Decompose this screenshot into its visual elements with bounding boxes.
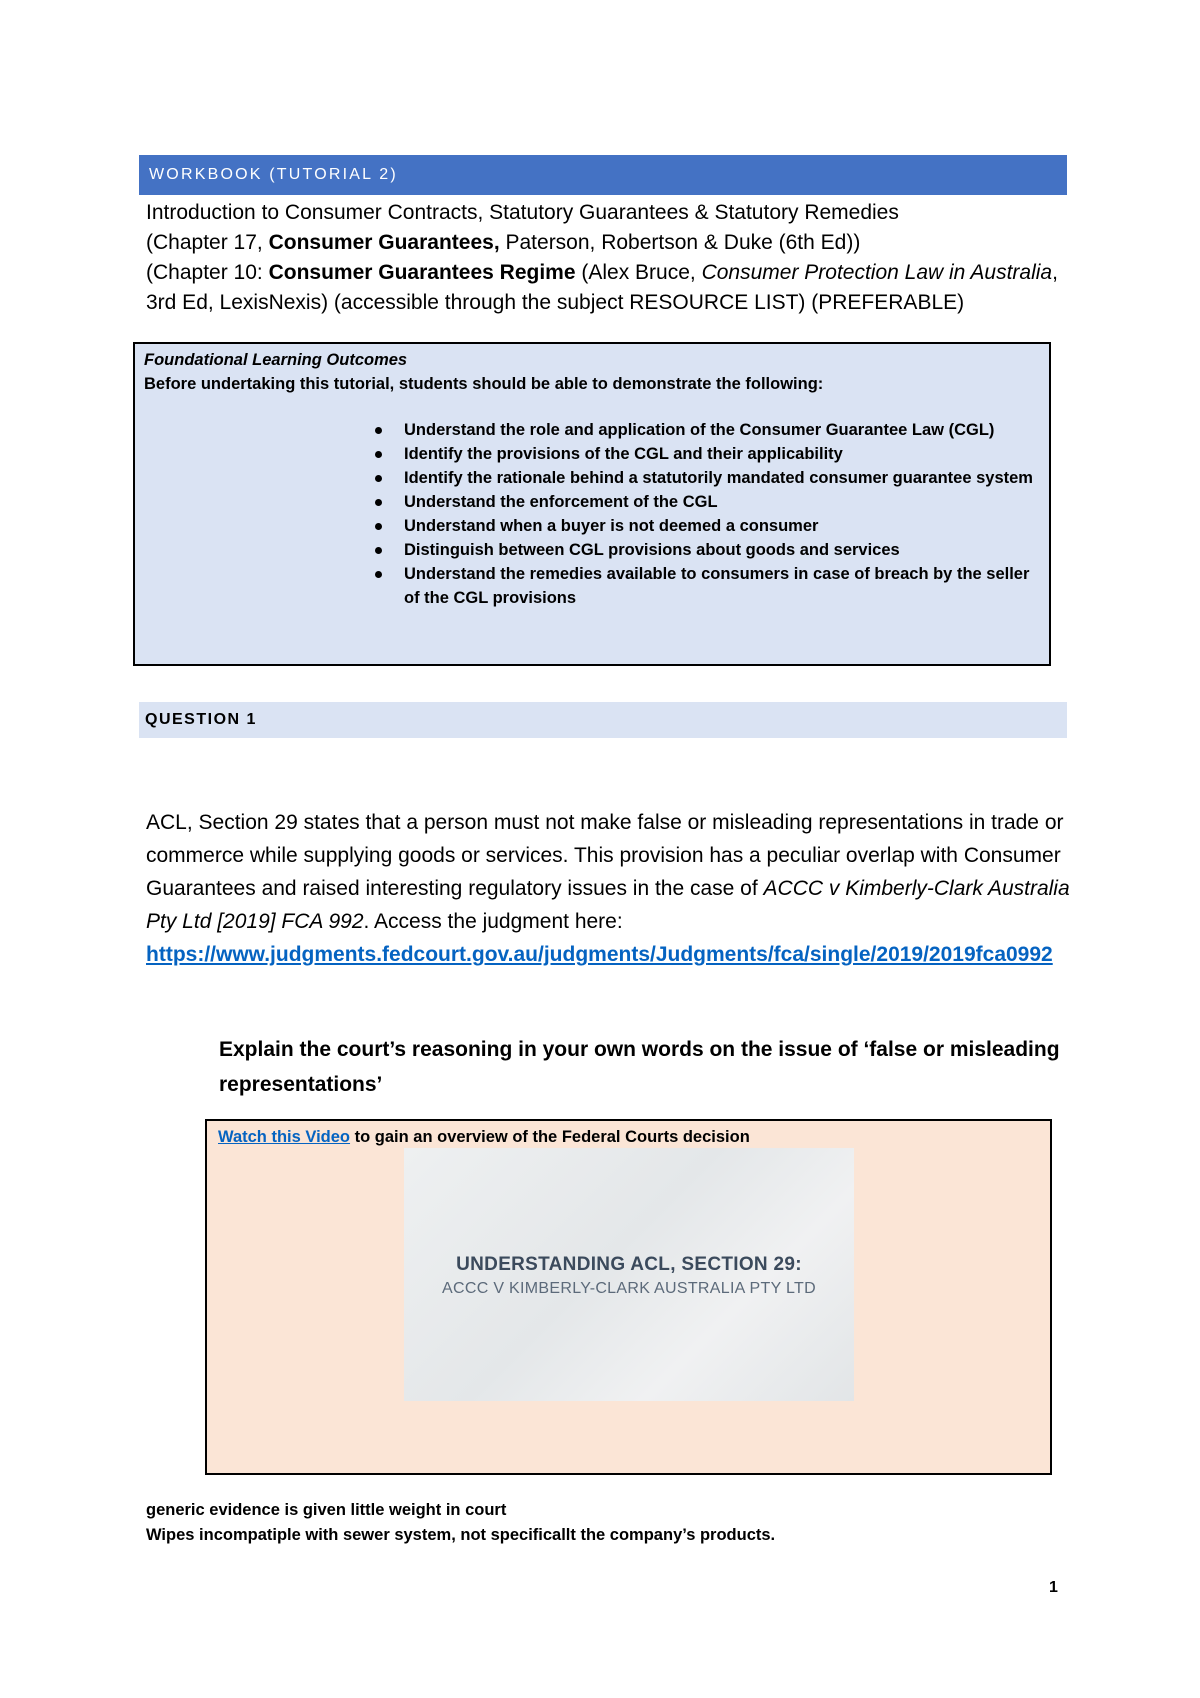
outcomes-heading: Foundational Learning Outcomes [144, 351, 408, 369]
outcome-text: Understand the role and application of the Consumer Guarantee Law (CGL) [404, 421, 995, 439]
outcome-item [404, 442, 1040, 466]
intro-line-1: Introduction to Consumer Contracts, Statutory Guarantees & Statutory Remedies [146, 201, 899, 224]
note-line-1: generic evidence is given little weight in court [146, 1501, 507, 1519]
bullet-icon [375, 451, 382, 458]
intro-line-3-part: (Alex Bruce, [575, 261, 702, 284]
outcome-item [404, 562, 1040, 610]
page-number: 1 [1049, 1579, 1058, 1596]
outcome-text: Identify the rationale behind a statutorily mandated consumer guarantee system [404, 469, 1033, 487]
question-text: ACL, Section 29 states that a person must not make false or misleading representations in trade or commerce while supplying goods or services. This provision has a peculiar overlap with Consumer Guarantees and raised interesting regulatory issues in the case of [146, 811, 1064, 900]
video-box [205, 1119, 1052, 1475]
note-line-2: Wipes incompatiple with sewer system, not specificallt the company’s products. [146, 1526, 776, 1544]
intro-line-2-part: (Chapter 17, [146, 231, 269, 254]
outcome-item [404, 514, 1040, 538]
bullet-icon [375, 475, 382, 482]
bullet-icon [375, 523, 382, 530]
outcome-item [404, 490, 1040, 514]
outcomes-list [144, 418, 1040, 610]
video-caption [218, 1126, 750, 1148]
bullet-icon [375, 547, 382, 554]
workbook-banner [139, 155, 1067, 195]
intro-line-2-part: Paterson, Robertson & Duke (6th Ed)) [499, 231, 861, 254]
intro-line-2-bold: Consumer Guarantees, [268, 231, 500, 254]
judgment-link[interactable]: https://www.judgments.fedcourt.gov.au/judgments/Judgments/fca/single/2019/2019fca0992 [146, 943, 1053, 966]
intro-line-2 [146, 228, 1066, 258]
question-label: QUESTION 1 [145, 711, 257, 728]
question-text: . Access the judgment here: [363, 910, 623, 933]
outcome-item [404, 466, 1040, 490]
watch-video-link[interactable]: Watch this Video [218, 1128, 351, 1146]
question-paragraph [146, 806, 1071, 971]
outcome-text: Identify the provisions of the CGL and their applicability [404, 445, 843, 463]
video-caption-text: to gain an overview of the Federal Courts decision [350, 1128, 750, 1146]
outcome-item [404, 538, 1040, 562]
intro-line-3-part: , 3rd Ed, LexisNexis) (accessible through the subject RESOURCE LIST) (PREFERABLE) [146, 261, 1058, 314]
workbook-title: WORKBOOK (TUTORIAL 2) [149, 166, 398, 183]
case-citation: ACCC v Kimberly-Clark Australia Pty Ltd [2019] FCA 992 [146, 877, 1070, 933]
intro-line-3-italic: Consumer Protection Law in Australia [701, 261, 1053, 284]
outcome-text: Distinguish between CGL provisions about goods and services [404, 541, 900, 559]
video-title: UNDERSTANDING ACL, SECTION 29: [456, 1254, 802, 1275]
bullet-icon [375, 499, 382, 506]
intro-block [146, 198, 1066, 318]
explain-prompt: Explain the court’s reasoning in your own words on the issue of ‘false or misleading representations’ [219, 1038, 1060, 1096]
intro-line-3-bold: Consumer Guarantees Regime [268, 261, 576, 284]
question-heading-bar [139, 702, 1067, 738]
outcome-text: Understand when a buyer is not deemed a consumer [404, 517, 819, 535]
intro-line-3-part: (Chapter 10: [146, 261, 269, 284]
outcome-text: Understand the remedies available to consumers in case of breach by the seller of the CGL provisions [404, 565, 1030, 607]
outcomes-lead: Before undertaking this tutorial, students should be able to demonstrate the following: [144, 375, 824, 393]
learning-outcomes-box [133, 342, 1051, 666]
outcome-item [404, 418, 1040, 442]
outcome-text: Understand the enforcement of the CGL [404, 493, 718, 511]
intro-line-3 [146, 258, 1066, 318]
video-thumbnail[interactable] [404, 1148, 854, 1401]
bullet-icon [375, 427, 382, 434]
video-subtitle: ACCC V KIMBERLY-CLARK AUSTRALIA PTY LTD [442, 1280, 816, 1297]
bullet-icon [375, 571, 382, 578]
student-notes [146, 1498, 1046, 1548]
